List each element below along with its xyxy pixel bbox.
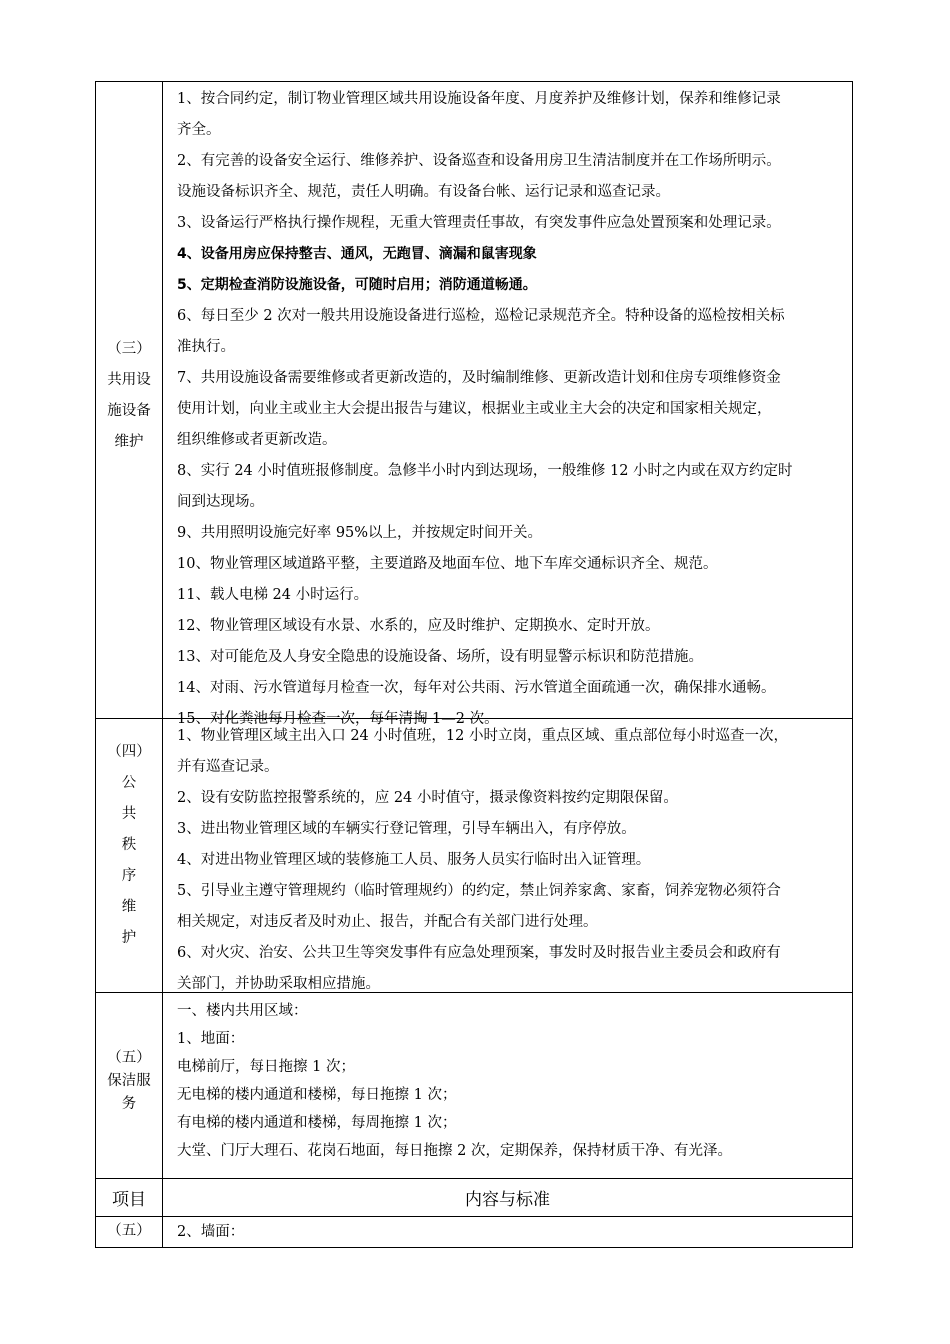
content-line: 15、对化粪池每月检查一次，每年清掏 1—2 次。 xyxy=(177,711,499,727)
section-public-order xyxy=(96,719,853,993)
content-line: 6、对火灾、治安、公共卫生等突发事件有应急处理预案，事发时及时报告业主委员会和政府有 xyxy=(177,945,781,961)
content-line: 1、按合同约定，制订物业管理区域共用设施设备年度、月度养护及维修计划，保养和维修记录 xyxy=(177,91,781,107)
content-line: 组织维修或者更新改造。 xyxy=(177,432,337,448)
section-label xyxy=(96,719,163,993)
content-line: 相关规定，对违反者及时劝止、报告，并配合有关部门进行处理。 xyxy=(177,914,598,930)
section-content xyxy=(163,1217,853,1248)
label-line: 护 xyxy=(121,930,137,946)
content-line: 2、墙面： xyxy=(177,1224,245,1240)
content-line: 10、物业管理区域道路平整，主要道路及地面车位、地下车库交通标识齐全、规范。 xyxy=(177,556,718,572)
content-line: 3、进出物业管理区域的车辆实行登记管理，引导车辆出入，有序停放。 xyxy=(177,821,636,837)
label-line: 保洁服 xyxy=(107,1073,151,1089)
content-line: 14、对雨、污水管道每月检查一次，每年对公共雨、污水管道全面疏通一次，确保排水通畅。 xyxy=(177,680,776,696)
label-line: 施设备 xyxy=(107,403,151,419)
label-line: 维 xyxy=(121,899,137,915)
label-line: 维护 xyxy=(114,434,144,450)
content-line: 7、共用设施设备需要维修或者更新改造的，及时编制维修、更新改造计划和住房专项维修资金 xyxy=(177,370,781,386)
content-line: 设施设备标识齐全、规范，责任人明确。有设备台帐、运行记录和巡查记录。 xyxy=(177,184,670,200)
content-line: 准执行。 xyxy=(177,339,235,355)
content-line: 12、物业管理区域设有水景、水系的，应及时维护、定期换水、定时开放。 xyxy=(177,618,660,634)
section-content xyxy=(163,719,853,993)
label-line: 秩 xyxy=(121,837,137,853)
label-line: （三） xyxy=(107,341,151,357)
label-line: 务 xyxy=(121,1096,137,1112)
content-line: 3、设备运行严格执行操作规程，无重大管理责任事故，有突发事件应急处置预案和处理记录。 xyxy=(177,215,781,231)
section-label: （五） xyxy=(96,1217,163,1248)
content-line: 11、载人电梯 24 小时运行。 xyxy=(177,587,369,603)
content-line: 2、有完善的设备安全运行、维修养护、设备巡查和设备用房卫生清洁制度并在工作场所明示。 xyxy=(177,153,781,169)
content-line: 2、设有安防监控报警系统的，应 24 小时值守，摄录像资料按约定期限保留。 xyxy=(177,790,678,806)
section-content xyxy=(163,993,853,1179)
content-line: 关部门，并协助采取相应措施。 xyxy=(177,976,380,992)
header-content-standard: 内容与标准 xyxy=(163,1179,853,1217)
content-line: 有电梯的楼内通道和楼梯，每周拖擦 1 次； xyxy=(177,1115,457,1131)
content-line: 无电梯的楼内通道和楼梯，每日拖擦 1 次； xyxy=(177,1087,457,1103)
section-label xyxy=(96,82,163,719)
content-line: 13、对可能危及人身安全隐患的设施设备、场所，设有明显警示标识和防范措施。 xyxy=(177,649,703,665)
content-line: 使用计划，向业主或业主大会提出报告与建议，根据业主或业主大会的决定和国家相关规定， xyxy=(177,401,772,417)
content-line: 大堂、门厅大理石、花岗石地面，每日拖擦 2 次，定期保养，保持材质干净、有光泽。 xyxy=(177,1143,732,1159)
header-item: 项目 xyxy=(96,1179,163,1217)
content-line: 一、楼内共用区域： xyxy=(177,1003,308,1019)
section-cleaning-service xyxy=(96,993,853,1179)
label-line: 公 xyxy=(121,775,137,791)
content-line: 电梯前厅，每日拖擦 1 次； xyxy=(177,1059,355,1075)
service-standards-table xyxy=(95,81,853,1248)
content-line: 6、每日至少 2 次对一般共用设施设备进行巡检，巡检记录规范齐全。特种设备的巡检按相关标 xyxy=(177,308,785,324)
section-content xyxy=(163,82,853,727)
content-line: 9、共用照明设施完好率 95%以上，并按规定时间开关。 xyxy=(177,525,543,541)
label-line: （五） xyxy=(107,1050,151,1066)
label-line: （四） xyxy=(107,744,151,760)
content-line: 8、实行 24 小时值班报修制度。急修半小时内到达现场，一般维修 12 小时之内或在双方约定时 xyxy=(177,463,793,479)
content-line: 并有巡查记录。 xyxy=(177,759,279,775)
content-line: 5、引导业主遵守管理规约（临时管理规约）的约定，禁止饲养家禽、家畜，饲养宠物必须符合 xyxy=(177,883,781,899)
content-line: 齐全。 xyxy=(177,122,221,138)
section-label xyxy=(96,993,163,1179)
label-line: 共 xyxy=(121,806,137,822)
content-line-bold: 4、设备用房应保持整吉、通风，无跑冒、滴漏和鼠害现象 xyxy=(177,246,537,262)
section-equipment-maintenance xyxy=(96,82,853,719)
content-line: 4、对进出物业管理区域的装修施工人员、服务人员实行临时出入证管理。 xyxy=(177,852,651,868)
content-line: 间到达现场。 xyxy=(177,494,264,510)
table-header-row xyxy=(96,1179,853,1217)
content-line-bold: 5、定期检查消防设施设备，可随时启用；消防通道畅通。 xyxy=(177,277,537,293)
label-line: 序 xyxy=(121,868,137,884)
content-line: 1、地面： xyxy=(177,1031,245,1047)
section-cleaning-continued xyxy=(96,1217,853,1248)
content-line: 1、物业管理区域主出入口 24 小时值班，12 小时立岗，重点区域、重点部位每小时巡查一次， xyxy=(177,728,788,744)
label-line: 共用设 xyxy=(107,372,151,388)
